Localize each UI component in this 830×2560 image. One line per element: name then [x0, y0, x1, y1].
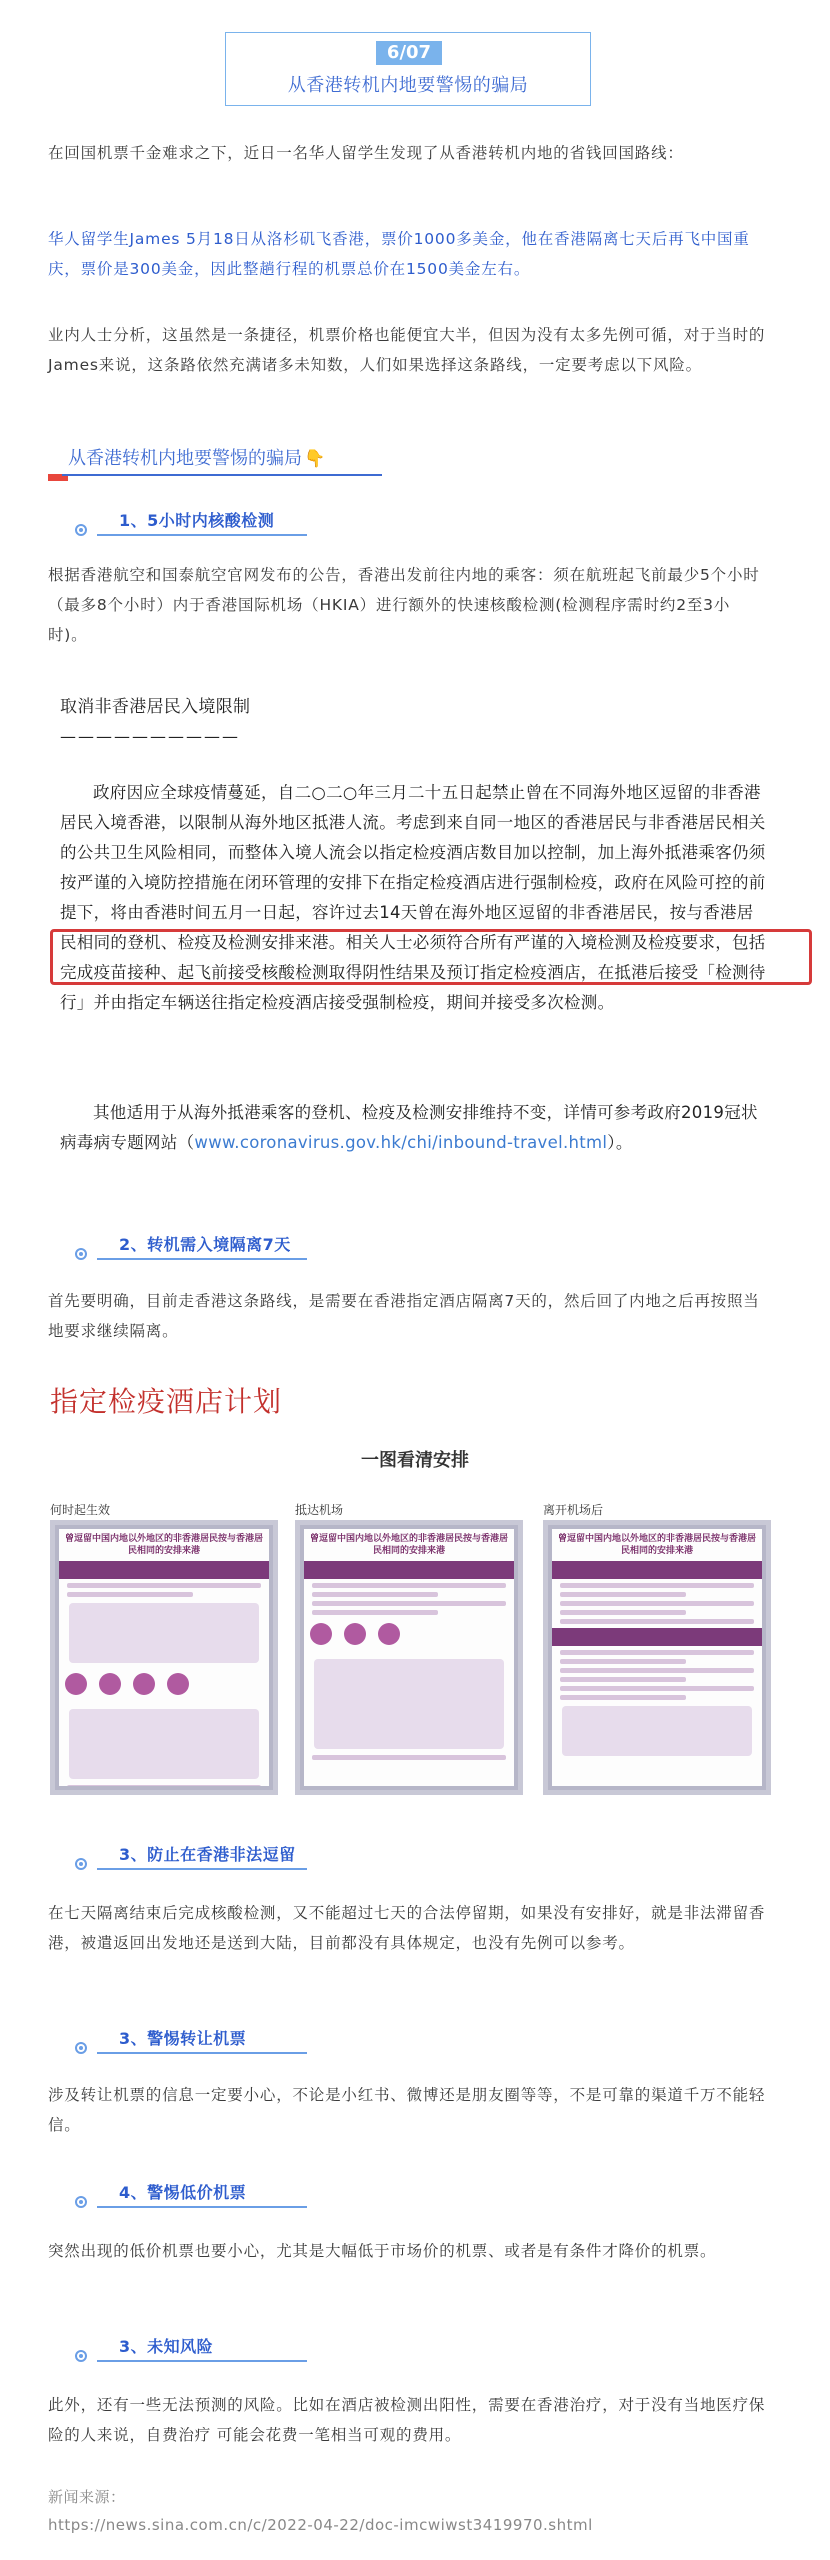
title-date: 6/07 — [376, 41, 442, 65]
infographic-panel-1 — [50, 1520, 278, 1795]
panel-1-label: 何时起生效 — [50, 1503, 111, 1517]
source-label: 新闻来源： — [48, 2488, 126, 2506]
infographic-panel-2 — [295, 1520, 523, 1795]
subheading-underline — [97, 1868, 307, 1870]
icon-circle — [167, 1673, 189, 1695]
subheading-underline — [97, 2206, 307, 2208]
section-underline — [62, 474, 382, 476]
notice-heading: 取消非香港居民入境限制 — [60, 697, 251, 717]
subheading-2-title: 2、转机需入境隔离7天 — [119, 1235, 291, 1254]
subheading-1-title: 1、5小时内核酸检测 — [119, 511, 275, 530]
step-icon — [344, 1623, 366, 1645]
subheading-underline — [97, 1258, 307, 1260]
panel-1-title: 曾逗留中国内地以外地区的非香港居民按与香港居民相同的安排来港 — [64, 1534, 263, 1556]
panel-2-title: 曾逗留中国内地以外地区的非香港居民按与香港居民相同的安排来港 — [309, 1534, 508, 1556]
article-title: 从香港转机内地要警惕的骗局 — [287, 75, 529, 96]
case-paragraph: 华人留学生James 5月18日从洛杉矶飞香港，票价1000多美金，他在香港隔离七天后再飞中国重庆，票价是300美金，因此整趟行程的机票总价在1500美金左右。 — [48, 230, 750, 278]
hotel-heading: 指定检疫酒店计划 — [50, 1385, 283, 1418]
airport-map-graphic — [314, 1659, 504, 1749]
panel-2-band — [304, 1561, 514, 1579]
highlight-box — [50, 929, 812, 985]
coronavirus-link[interactable]: www.coronavirus.gov.hk/chi/inbound-travel.html — [194, 1133, 608, 1152]
subheading-5 — [75, 2180, 335, 2220]
panel-2-label: 抵达机场 — [295, 1503, 344, 1517]
panel-3-band-2 — [552, 1628, 762, 1646]
pointing-down-icon: 👇 — [304, 449, 326, 469]
subheading-5-title: 4、警惕低价机票 — [119, 2183, 247, 2202]
subheading-1 — [75, 508, 335, 548]
sub2-body: 首先要明确，目前走香港这条路线，是需要在香港指定酒店隔离7天的，然后回了内地之后再按照当地要求继续隔离。 — [48, 1292, 760, 1340]
panel-3-label: 离开机场后 — [543, 1503, 604, 1517]
doctors-graphic — [69, 1709, 259, 1779]
sub6-body: 此外，还有一些无法预测的风险。比如在酒店被检测出阳性，需要在香港治疗，对于没有当地医疗保险的人来说，自费治疗 可能会花费一笔相当可观的费用。 — [48, 2396, 766, 2444]
analysis-paragraph: 业内人士分析，这虽然是一条捷径，机票价格也能便宜大半，但因为没有太多先例可循，对于当时的James来说，这条路依然充满诸多未知数，人们如果选择这条路线，一定要考虑以下风险。 — [48, 326, 766, 374]
panel-3-band — [552, 1561, 762, 1579]
notice-paragraph-1: 政府因应全球疫情蔓延，自二○二○年三月二十五日起禁止曾在不同海外地区逗留的非香港居民入境香港，以限制从海外地区抵港人流。考虑到来自同一地区的香港居民与非香港居民相关的公共卫生风险相同，而整体入境人流会以指定检疫酒店数目加以控制，加上海外抵港乘客仍须按严谨的入境防控措施在闭环管理的安排下在指定检疫酒店进行强制检疫，政府在风险可控的前提下，将由香港时间五月一日起，容许过去14天曾在海外地区逗留的非香港居民，按与香港居民相同的登机、检疫及检测安排来港。相关人士必须符合所有严谨的入境检测及检疫要求，包括完成疫苗接种、起飞前接受核酸检测取得阴性结果及预订指定检疫酒店，在抵港后接受「检测待行」并由指定车辆送往指定检疫酒店接受强制检疫，期间并接受多次检测。 — [60, 783, 766, 1012]
target-icon — [75, 2350, 87, 2362]
luggage-graphic — [562, 1706, 752, 1756]
infographic-panel-3 — [543, 1520, 771, 1795]
step-icon — [378, 1623, 400, 1645]
section-heading — [48, 436, 448, 484]
target-icon — [75, 524, 87, 536]
target-icon — [75, 1858, 87, 1870]
infographic-title: 一图看清安排 — [361, 1450, 469, 1471]
subheading-3 — [75, 1842, 335, 1882]
subheading-underline — [97, 2360, 307, 2362]
title-box — [225, 32, 591, 106]
subheading-underline — [97, 534, 307, 536]
panel-1-band — [59, 1561, 269, 1579]
sub5-body: 突然出现的低价机票也要小心，尤其是大幅低于市场价的机票、或者是有条件才降价的机票。 — [48, 2242, 717, 2260]
subheading-4 — [75, 2026, 335, 2066]
icon-circle — [65, 1673, 87, 1695]
subheading-6-title: 3、未知风险 — [119, 2337, 214, 2356]
sub4-body: 涉及转让机票的信息一定要小心，不论是小红书、微博还是朋友圈等等，不是可靠的渠道千万不能轻信。 — [48, 2086, 766, 2134]
world-map-graphic — [69, 1603, 259, 1663]
section-title: 从香港转机内地要警惕的骗局 — [68, 448, 302, 469]
notice-paragraph-2 — [60, 1098, 770, 1158]
step-icon — [310, 1623, 332, 1645]
subheading-4-title: 3、警惕转让机票 — [119, 2029, 247, 2048]
subheading-underline — [97, 2052, 307, 2054]
notice-dashes: —————————— — [60, 727, 240, 746]
target-icon — [75, 2042, 87, 2054]
sub3-body: 在七天隔离结束后完成核酸检测，又不能超过七天的合法停留期，如果没有安排好，就是非法滞留香港，被遣返回出发地还是送到大陆，目前都没有具体规定，也没有先例可以参考。 — [48, 1904, 766, 1952]
subheading-6 — [75, 2334, 335, 2374]
notice-para2-pre: 其他适用于从海外抵港乘客的登机、检疫及检测安排维持不变，详情可参考政府2019冠状病毒病专题网站（ — [60, 1103, 758, 1152]
subheading-3-title: 3、防止在香港非法逗留 — [119, 1845, 296, 1864]
target-icon — [75, 1248, 87, 1260]
source-url[interactable]: https://news.sina.com.cn/c/2022-04-22/doc-imcwiwst3419970.shtml — [48, 2516, 593, 2534]
subheading-2 — [75, 1232, 335, 1272]
icon-circle — [133, 1673, 155, 1695]
intro-paragraph: 在回国机票千金难求之下，近日一名华人留学生发现了从香港转机内地的省钱回国路线： — [48, 144, 684, 162]
target-icon — [75, 2196, 87, 2208]
panel-3-title: 曾逗留中国内地以外地区的非香港居民按与香港居民相同的安排来港 — [557, 1534, 756, 1556]
icon-circle — [99, 1673, 121, 1695]
sub1-body: 根据香港航空和国泰航空官网发布的公告，香港出发前往内地的乘客：须在航班起飞前最少5个小时（最多8个小时）内于香港国际机场（HKIA）进行额外的快速核酸检测(检测程序需时约2至3小时)。 — [48, 566, 760, 644]
notice-para2-post: ）。 — [607, 1133, 633, 1152]
